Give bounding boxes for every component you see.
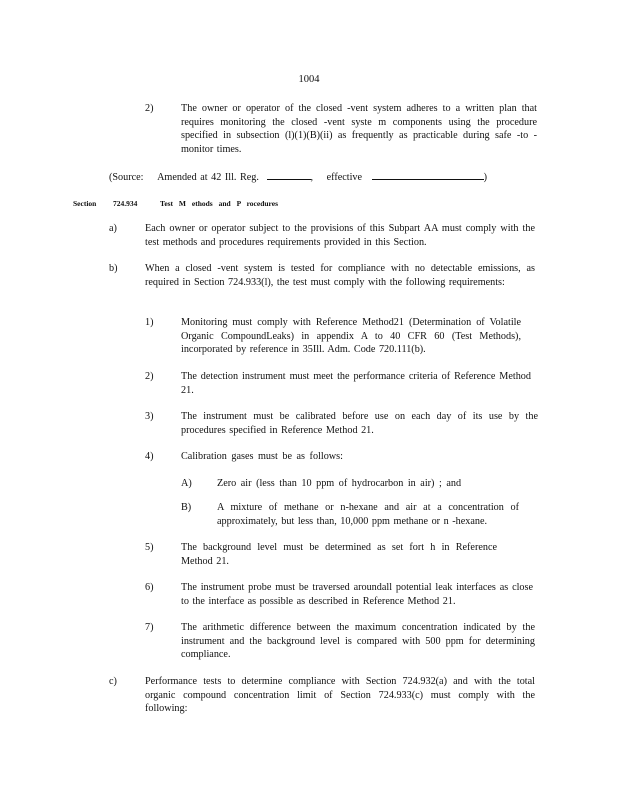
subitem-text: Monitoring must comply with Reference Method21 (Determination of Volatile Organic CompoundLeaks) in appendix A to 40 CFR 60 (Test Methods), incorporated by reference in 35Ill. Adm. Code 720.111(b). — [181, 317, 521, 356]
section-title: Test M ethods and P rocedures — [160, 199, 278, 208]
subitem-text: The detection instrument must meet the performance criteria of Reference Method 21. — [181, 371, 531, 396]
gas-text: A mixture of methane or n-hexane and air at a concentration of approximately, but less than, 10,000 ppm methane or n -hexane. — [217, 502, 519, 527]
section-number: 724.934 — [113, 199, 138, 208]
subitem-label: 5) — [145, 542, 154, 553]
subitem-label: 4) — [145, 451, 154, 462]
subitem-label: 2) — [145, 371, 154, 382]
source-amended: Amended at 42 Ill. Reg. — [157, 172, 259, 183]
list-item-text: When a closed -vent system is tested for compliance with no detectable emissions, as required in Section 724.933(l), the test must comply with the following requirements: — [145, 263, 535, 288]
list-item-label: 2) — [145, 103, 154, 114]
list-item-text: Performance tests to determine compliance with Section 724.932(a) and with the total organic compound concentration limit of Section 724.933(c) must comply with the following: — [145, 676, 535, 715]
list-item-label: b) — [109, 263, 118, 274]
subitem-text: The background level must be determined as set fort h in Reference Method 21. — [181, 542, 497, 567]
subitem-text: Calibration gases must be as follows: — [181, 451, 343, 462]
page-number: 1004 — [298, 74, 320, 85]
list-item-text: The owner or operator of the closed -vent system adheres to a written plan that requires monitoring the closed -vent syste m components using the procedure specified in subsection (l)(1)(B)(ii) as frequently as practicable during safe -to -monitor times. — [181, 103, 537, 155]
effective-blank — [372, 169, 484, 180]
subitem-text: The instrument probe must be traversed aroundall potential leak interfaces as close to the interface as possible as described in Reference Method 21. — [181, 582, 533, 607]
list-item-label: c) — [109, 676, 117, 687]
subitem-label: 6) — [145, 582, 154, 593]
gas-label: B) — [181, 502, 192, 513]
section-word: Section — [73, 199, 97, 208]
source-comma: , — [310, 172, 314, 183]
list-item-text: Each owner or operator subject to the provisions of this Subpart AA must comply with the test methods and procedures requirements provided in this Section. — [145, 223, 535, 248]
gas-label: A) — [181, 478, 192, 489]
subitem-text: The instrument must be calibrated before use on each day of its use by the procedures specified in Reference Method 21. — [181, 411, 538, 436]
subitem-label: 1) — [145, 317, 154, 328]
gas-text: Zero air (less than 10 ppm of hydrocarbon in air) ; and — [217, 478, 462, 489]
subitem-label: 7) — [145, 622, 154, 633]
source-prefix: (Source: — [109, 172, 144, 183]
subitem-text: The arithmetic difference between the maximum concentration indicated by the instrument and the background level is compared with 500 ppm for determining compliance. — [181, 622, 535, 661]
source-note — [109, 169, 487, 185]
source-close: ) — [483, 172, 487, 183]
reg-blank — [267, 169, 311, 180]
source-effective: effective — [326, 172, 363, 183]
subitem-label: 3) — [145, 411, 154, 422]
list-item-label: a) — [109, 223, 117, 234]
